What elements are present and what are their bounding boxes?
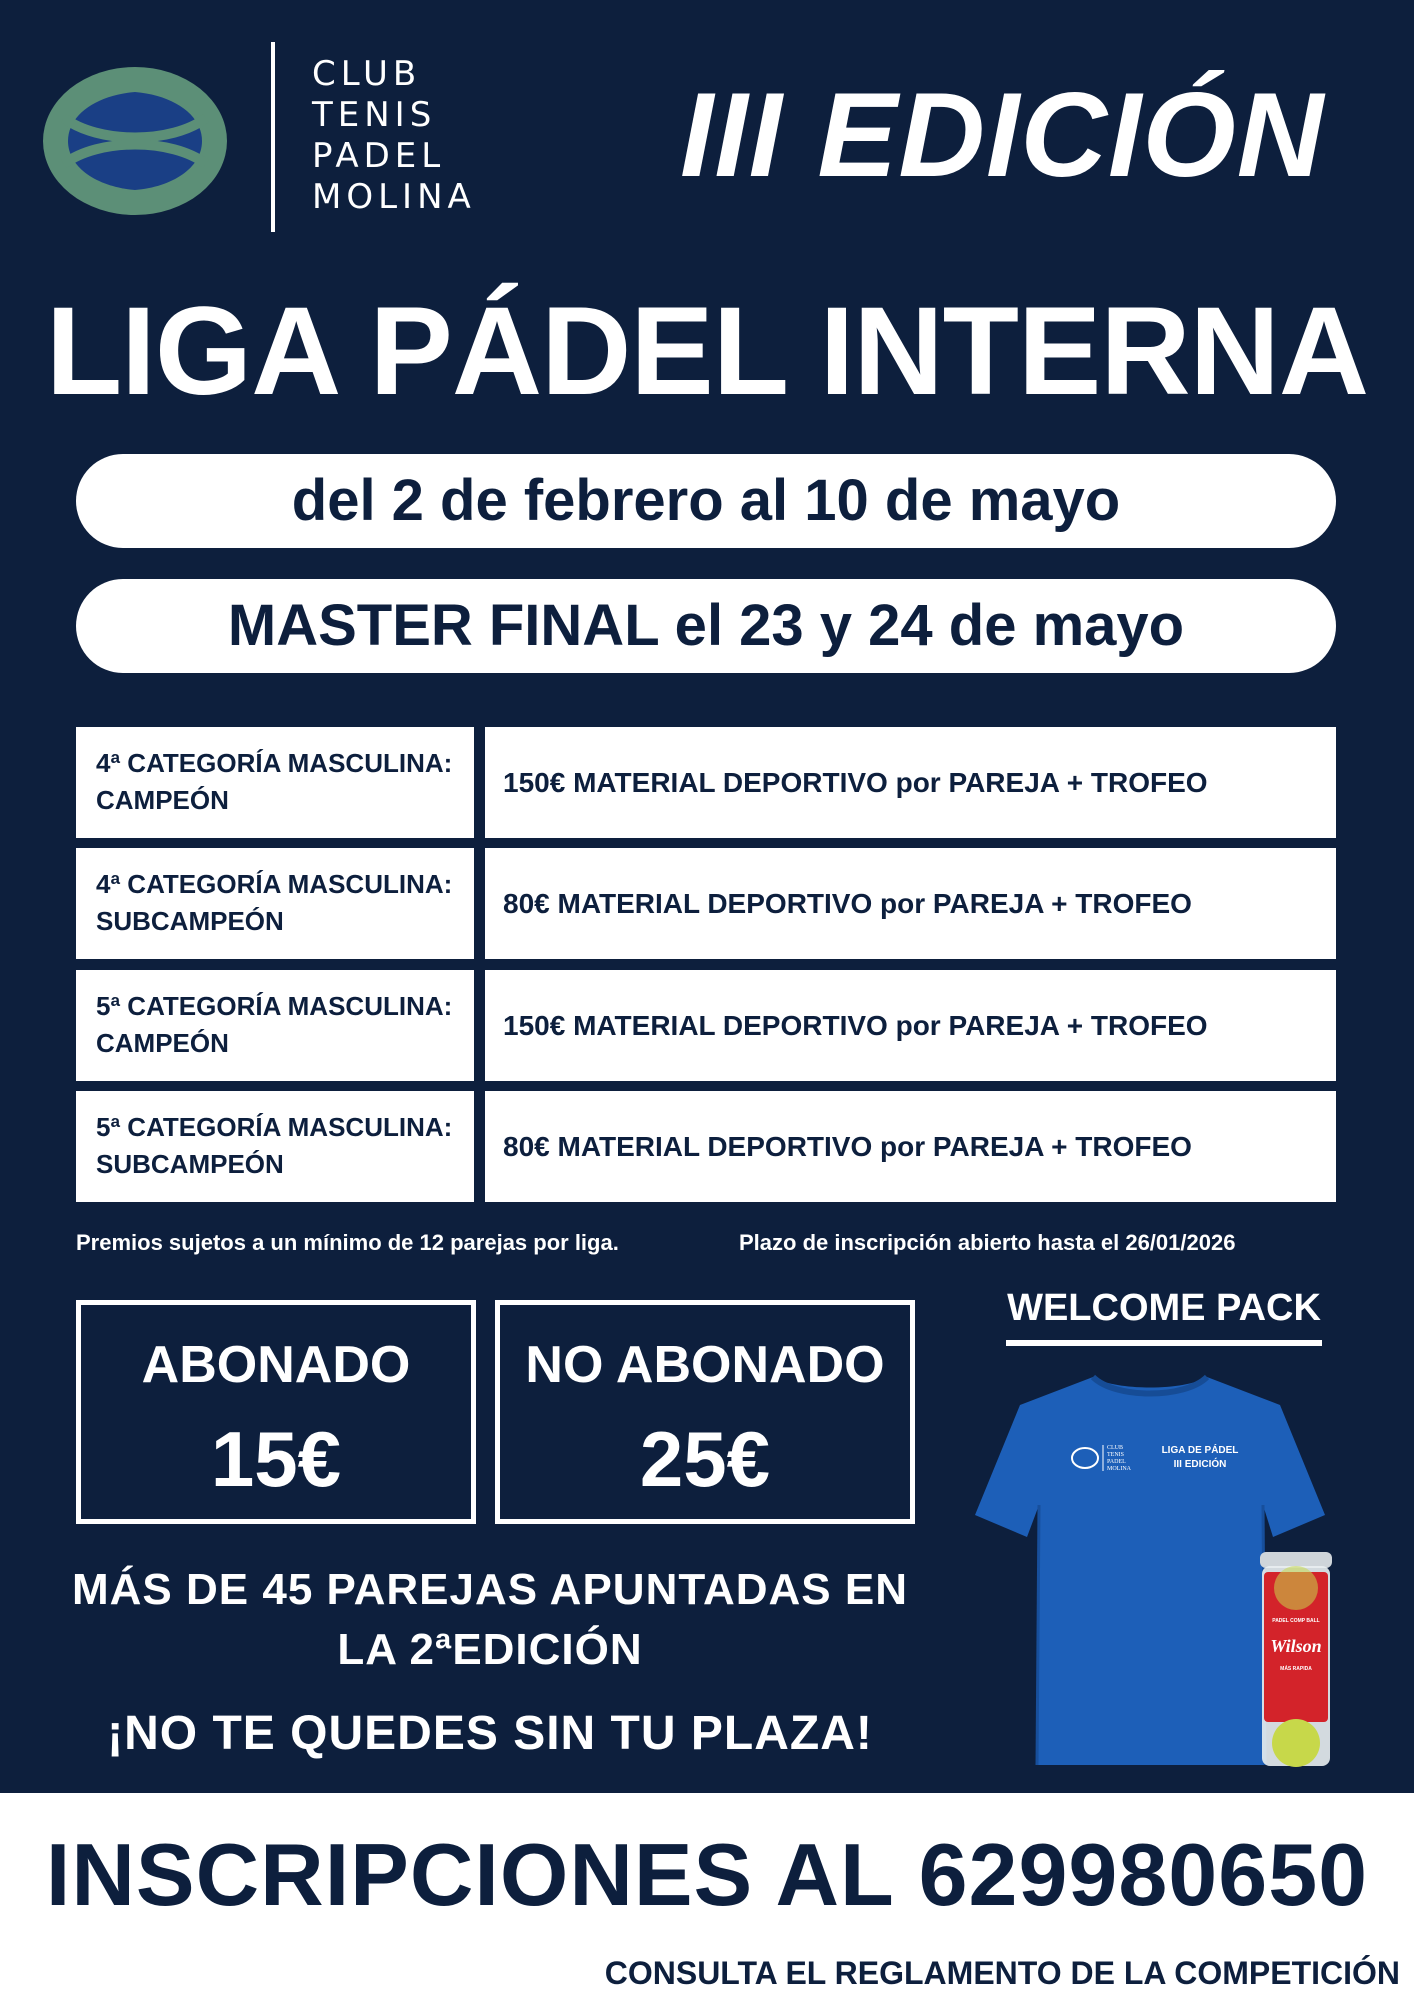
prize-category-line: 5ª CATEGORÍA MASCULINA: — [96, 991, 453, 1021]
prize-category — [76, 848, 474, 959]
shirt-text-line: LIGA DE PÁDEL — [1161, 1445, 1239, 1456]
price-label: ABONADO — [141, 1336, 411, 1394]
footer — [0, 1793, 1414, 2000]
logo-divider — [271, 42, 275, 232]
prize-row — [76, 848, 1336, 959]
club-name-line: MOLINA — [312, 177, 476, 217]
shirt-club-line: CLUB — [1107, 1445, 1124, 1451]
club-name-line: CLUB — [312, 54, 422, 94]
master-final-banner: MASTER FINAL el 23 y 24 de mayo — [76, 579, 1336, 673]
price-box-member — [76, 1300, 476, 1524]
prize-row — [76, 1091, 1336, 1202]
prize-category — [76, 727, 474, 838]
shirt-text-line: III EDICIÓN — [1173, 1459, 1227, 1470]
tube-brand: Wilson — [1270, 1636, 1322, 1656]
club-logo — [38, 62, 232, 220]
prize-description: 80€ MATERIAL DEPORTIVO por PAREJA + TROFEO — [485, 848, 1336, 959]
prize-description: 150€ MATERIAL DEPORTIVO por PAREJA + TROFEO — [485, 970, 1336, 1081]
club-name-line: TENIS — [312, 95, 437, 135]
prize-category-line: SUBCAMPEÓN — [96, 1149, 284, 1179]
price-label: NO ABONADO — [525, 1336, 885, 1394]
prize-category-line: SUBCAMPEÓN — [96, 906, 284, 936]
welcome-pack-underline — [1006, 1340, 1322, 1346]
tube-label: PADEL COMP BALL — [1272, 1618, 1320, 1624]
prize-description: 150€ MATERIAL DEPORTIVO por PAREJA + TROFEO — [485, 727, 1336, 838]
prize-category-line: 5ª CATEGORÍA MASCULINA: — [96, 1112, 453, 1142]
shirt-club-line: MOLINA — [1107, 1466, 1131, 1472]
ball-tube-image — [1257, 1548, 1335, 1770]
tube-sub-label: MÁS RAPIDA — [1280, 1666, 1312, 1672]
registration-phone: INSCRIPCIONES AL 629980650 — [45, 1825, 1369, 1924]
prize-category — [76, 1091, 474, 1202]
page-title: LIGA PÁDEL INTERNA — [45, 282, 1369, 421]
promo-line: LA 2ªEDICIÓN — [337, 1625, 643, 1674]
call-to-action: ¡NO TE QUEDES SIN TU PLAZA! — [107, 1707, 873, 1760]
prize-row — [76, 727, 1336, 838]
shirt-club-line: TENIS — [1107, 1452, 1124, 1458]
welcome-pack-title: WELCOME PACK — [1007, 1287, 1321, 1329]
shirt-club-line: PADEL — [1107, 1459, 1126, 1465]
price-value: 15€ — [210, 1415, 342, 1503]
edition-heading: III EDICIÓN — [680, 68, 1325, 202]
prize-category-line: CAMPEÓN — [96, 1028, 229, 1058]
promo-line: MÁS DE 45 PAREJAS APUNTADAS EN — [72, 1565, 908, 1614]
prize-category-line: CAMPEÓN — [96, 785, 229, 815]
prize-description: 80€ MATERIAL DEPORTIVO por PAREJA + TROFEO — [485, 1091, 1336, 1202]
registration-deadline-note: Plazo de inscripción abierto hasta el 26/01/2026 — [739, 1230, 1236, 1255]
club-name-line: PADEL — [312, 136, 446, 176]
price-box-non-member — [495, 1300, 915, 1524]
prize-category — [76, 970, 474, 1081]
prize-category-line: 4ª CATEGORÍA MASCULINA: — [96, 869, 453, 899]
minimum-pairs-note: Premios sujetos a un mínimo de 12 parejas por liga. — [76, 1230, 619, 1255]
season-dates-banner: del 2 de febrero al 10 de mayo — [76, 454, 1336, 548]
rules-link-text: CONSULTA EL REGLAMENTO DE LA COMPETICIÓN — [604, 1955, 1400, 1991]
price-value: 25€ — [639, 1415, 771, 1503]
prize-row — [76, 970, 1336, 1081]
prize-category-line: 4ª CATEGORÍA MASCULINA: — [96, 748, 453, 778]
club-name — [312, 54, 476, 218]
